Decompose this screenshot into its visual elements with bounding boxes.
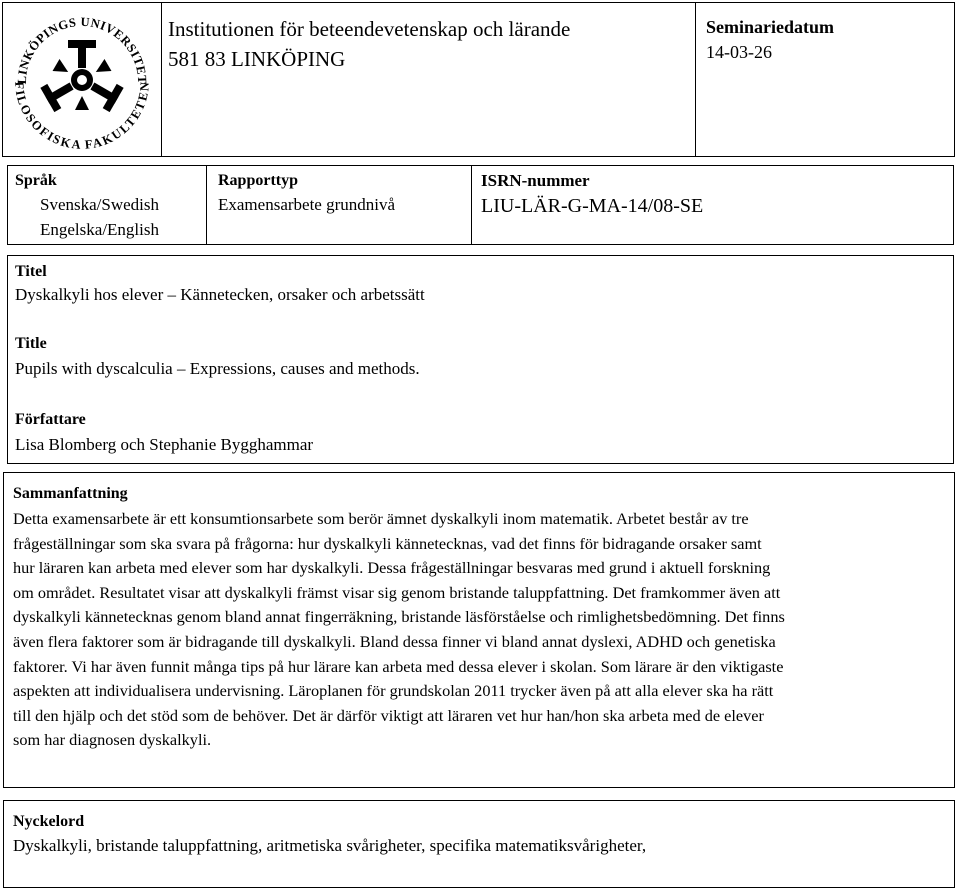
language-box [7, 165, 207, 245]
seminar-date-value: 14-03-26 [706, 42, 772, 62]
keywords-value: Dyskalkyli, bristande taluppfattning, aritmetiska svårigheter, specifika matematiksvårigheter, [13, 836, 647, 855]
abstract-line: dyskalkyli kännetecknas genom bland annat fingerräkning, bristande läsförståelse och rimlighetsbedömning. Det finns [13, 607, 785, 627]
isrn-value: LIU-LÄR-G-MA-14/08-SE [481, 195, 704, 217]
titel-label: Titel [15, 263, 47, 280]
title-value: Pupils with dyscalculia – Expressions, causes and methods. [15, 359, 420, 378]
language-swedish: Svenska/Swedish [40, 195, 159, 214]
svg-text:FILOSOFISKA FAKULTETEN: FILOSOFISKA FAKULTETEN [12, 81, 152, 152]
isrn-box [471, 165, 954, 245]
abstract-line: även flera faktorer som är bidragande till dyskalkyli. Bland dessa finner vi bland annat dyslexi, ADHD och genetiska [13, 631, 776, 651]
report-type-label: Rapporttyp [218, 172, 299, 189]
seminar-date-box [695, 2, 955, 157]
university-seal-icon [4, 4, 160, 155]
report-type-box [206, 165, 472, 245]
abstract-box [3, 472, 955, 788]
abstract-line: Detta examensarbete är ett konsumtionsarbete som berör ämnet dyskalkyli inom matematik. Arbetet består av tre [13, 509, 749, 528]
titles-box [7, 255, 954, 464]
abstract-line: aspekten att individualisera undervisning. Läroplanen för grundskolan 2011 trycker även på att alla elever ska ha rätt [13, 681, 774, 701]
svg-text:LINKÖPINGS UNIVERSITET: LINKÖPINGS UNIVERSITET [14, 14, 150, 85]
institution-box [161, 2, 696, 157]
titel-value: Dyskalkyli hos elever – Kännetecken, orsaker och arbetssätt [15, 285, 425, 304]
abstract-line: frågeställningar som ska svara på frågorna: hur dyskalkyli kännetecknas, vad det finns för bidragande orsaker samt [13, 533, 762, 553]
institution-name: Institutionen för beteendevetenskap och lärande [168, 17, 571, 41]
title-label: Title [15, 335, 47, 352]
keywords-label: Nyckelord [13, 813, 85, 830]
abstract-line: till den hjälp och det stöd som de behöver. Det är därför viktigt att läraren vet hur han/hon ska arbeta med de elever [13, 705, 764, 725]
report-type-value: Examensarbete grundnivå [218, 195, 396, 214]
language-label: Språk [15, 172, 57, 189]
abstract-body [13, 507, 953, 753]
abstract-line: faktorer. Vi har även funnit många tips på hur lärare kan arbeta med dessa elever i skolan. Som lärare är den viktigaste [13, 656, 784, 676]
abstract-line: hur läraren kan arbeta med elever som har dyskalkyli. Dessa frågeställningar besvaras med grund i aktuell forskning [13, 558, 771, 578]
abstract-label: Sammanfattning [13, 485, 128, 502]
author-label: Författare [15, 411, 86, 428]
abstract-line: om området. Resultatet visar att dyskalkyli främst visar sig genom bristande taluppfattning. Det framkommer även att [13, 582, 781, 602]
institution-address: 581 83 LINKÖPING [168, 47, 346, 71]
language-english: Engelska/English [40, 220, 159, 239]
abstract-line: som har diagnosen dyskalkyli. [13, 730, 212, 750]
isrn-label: ISRN-nummer [481, 171, 590, 190]
seminar-date-label: Seminariedatum [706, 17, 834, 37]
author-value: Lisa Blomberg och Stephanie Bygghammar [15, 435, 314, 454]
logo-box [2, 2, 162, 157]
keywords-box [3, 800, 955, 888]
